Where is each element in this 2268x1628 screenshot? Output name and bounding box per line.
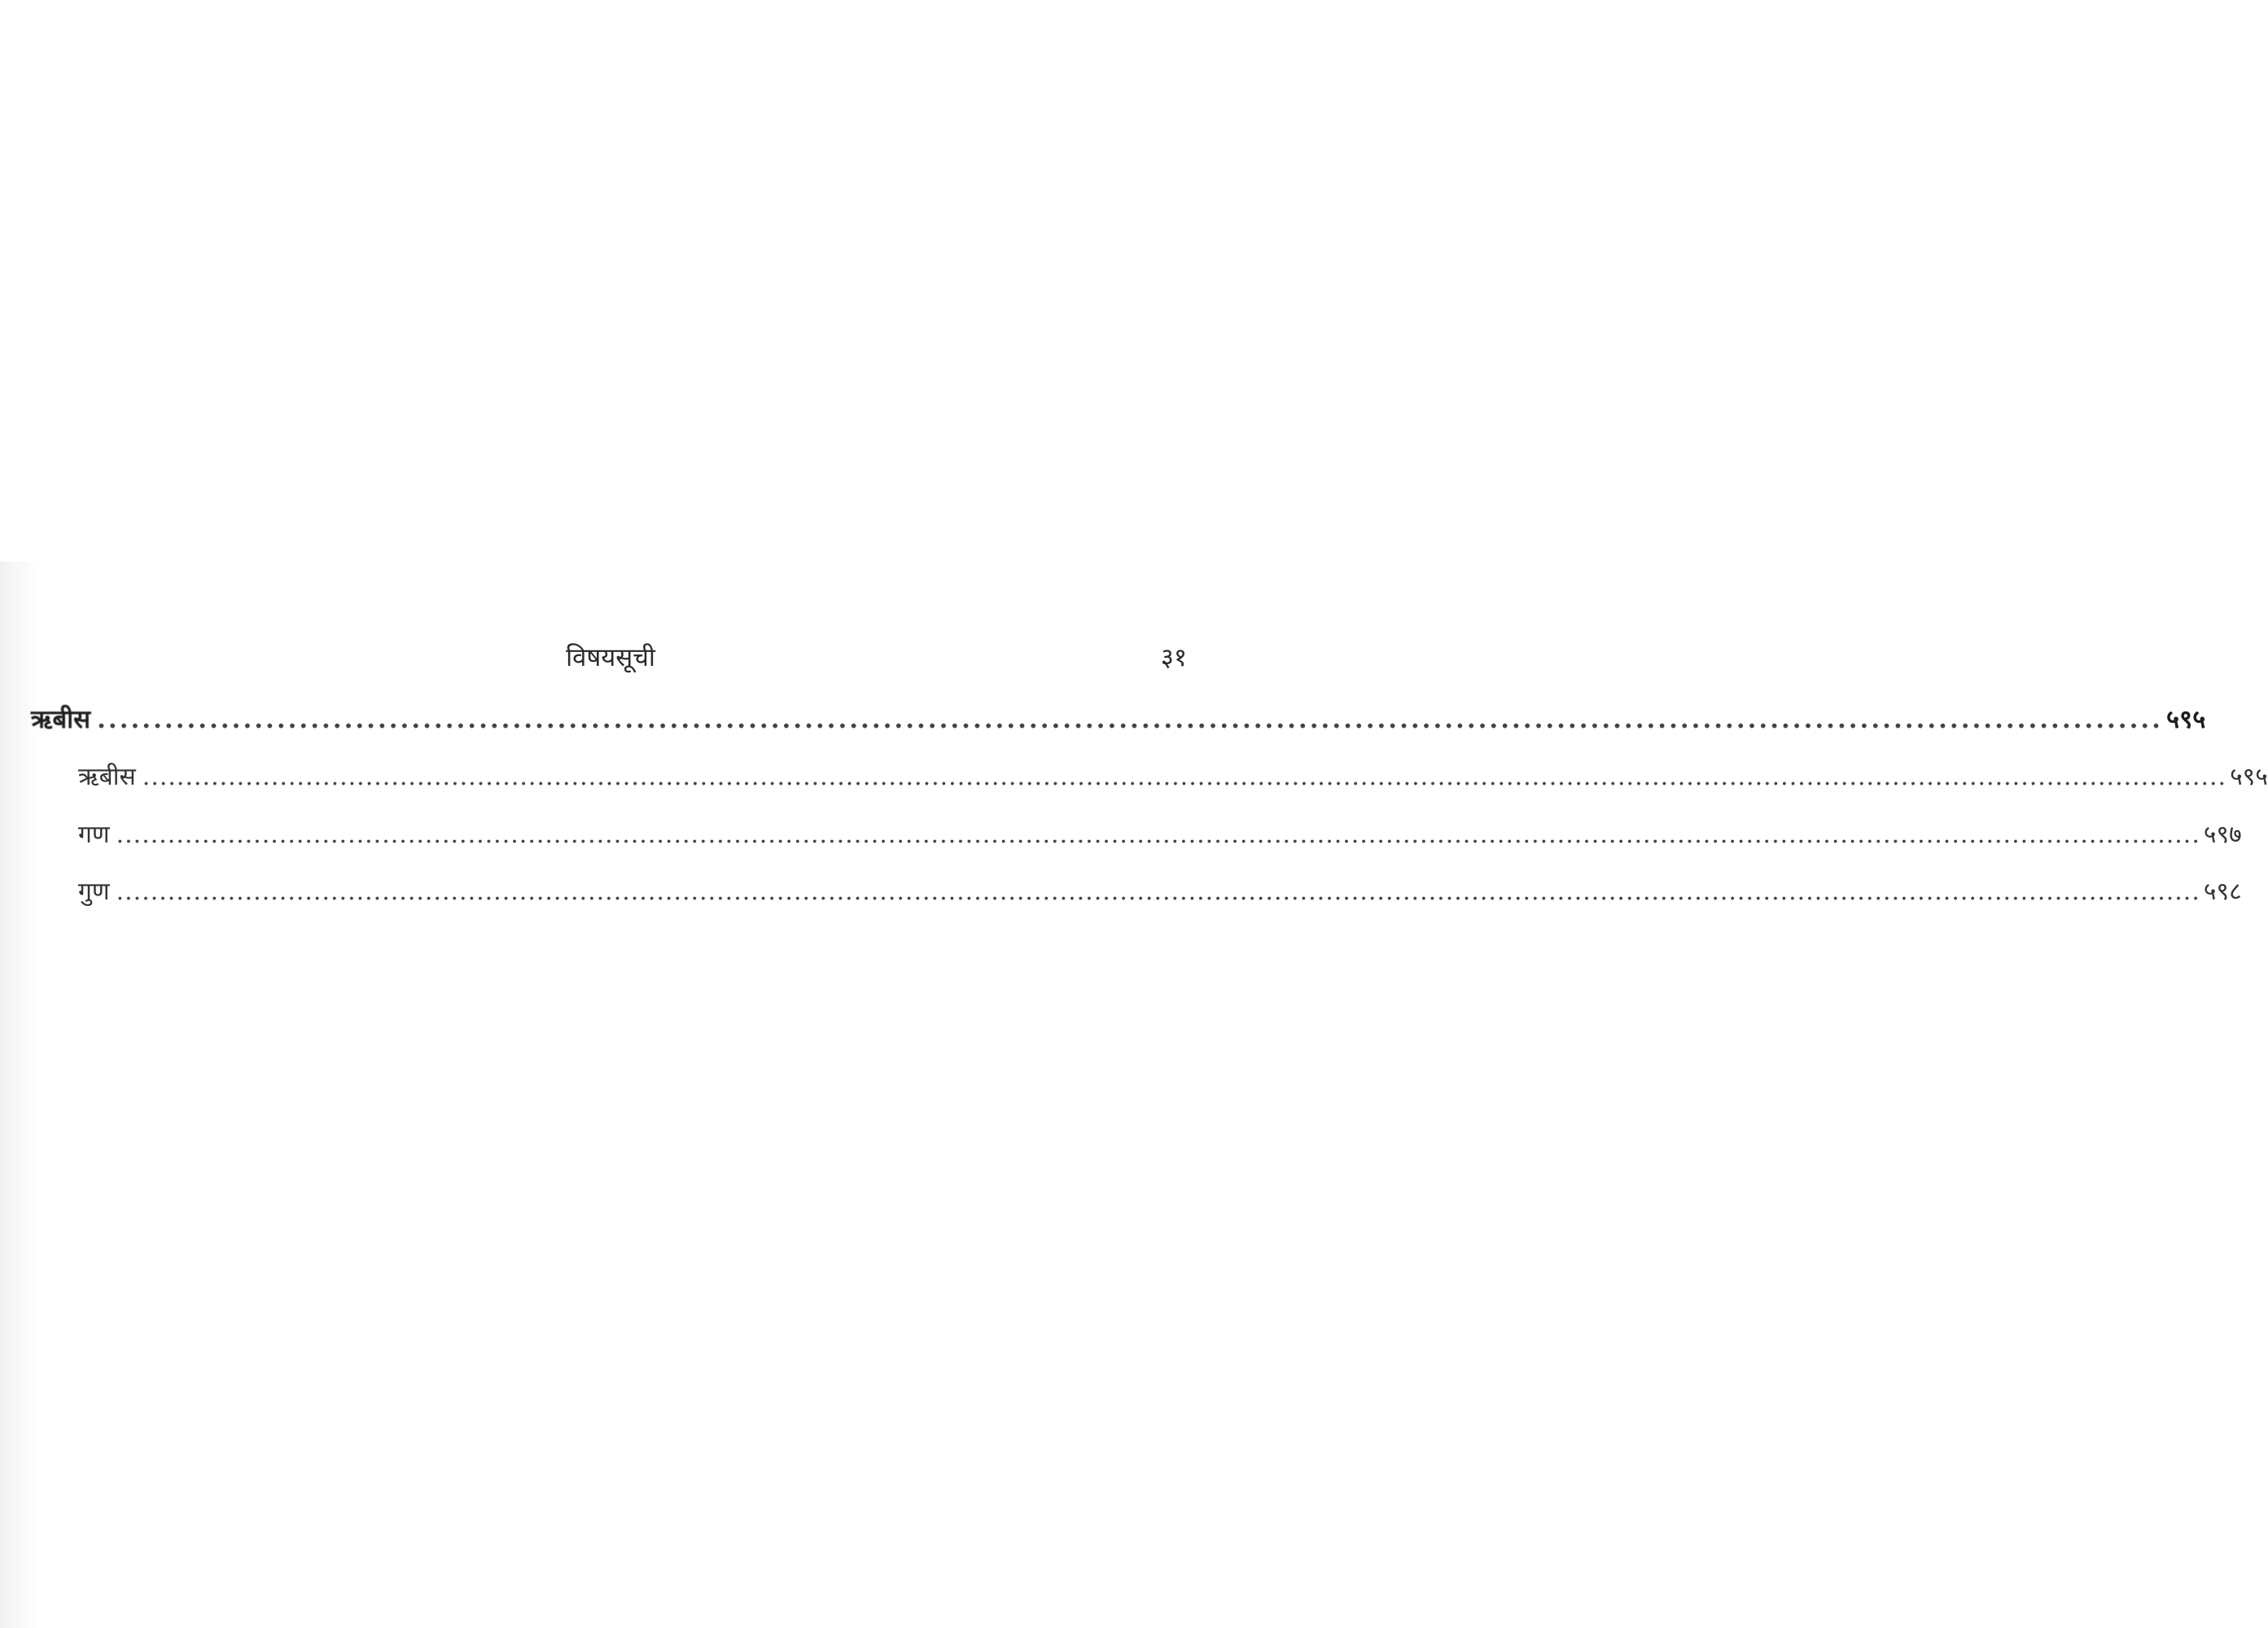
toc-entry-page: ५९५ [2230, 763, 2268, 791]
toc-entry-page: ५९७ [2203, 821, 2242, 849]
toc-entry-sub [78, 873, 2242, 907]
dot-leader: ................................................................................................................................................................................................................................................... [142, 763, 2227, 791]
toc-entry-main [31, 702, 2206, 736]
toc-entry-label: ऋबीस [31, 705, 91, 734]
dot-leader: ........................................................................................................................................................................................ [97, 705, 2163, 734]
toc-entry-label: गण [78, 821, 110, 849]
toc-entry-sub [78, 816, 2242, 850]
toc-entry-label: गुण [78, 877, 110, 906]
page-header-title: विषयसूची [566, 643, 655, 672]
toc-entry-label: ऋबीस [78, 763, 136, 791]
page-number: ३१ [1160, 643, 1187, 672]
toc-entry-page: ५९५ [2165, 705, 2206, 734]
toc-entry-page: ५९८ [2203, 877, 2242, 906]
dot-leader: ................................................................................................................................................................................................................................................... [116, 877, 2200, 906]
toc-entry-sub [78, 759, 2268, 792]
dot-leader: ................................................................................................................................................................................................................................................... [116, 821, 2200, 849]
